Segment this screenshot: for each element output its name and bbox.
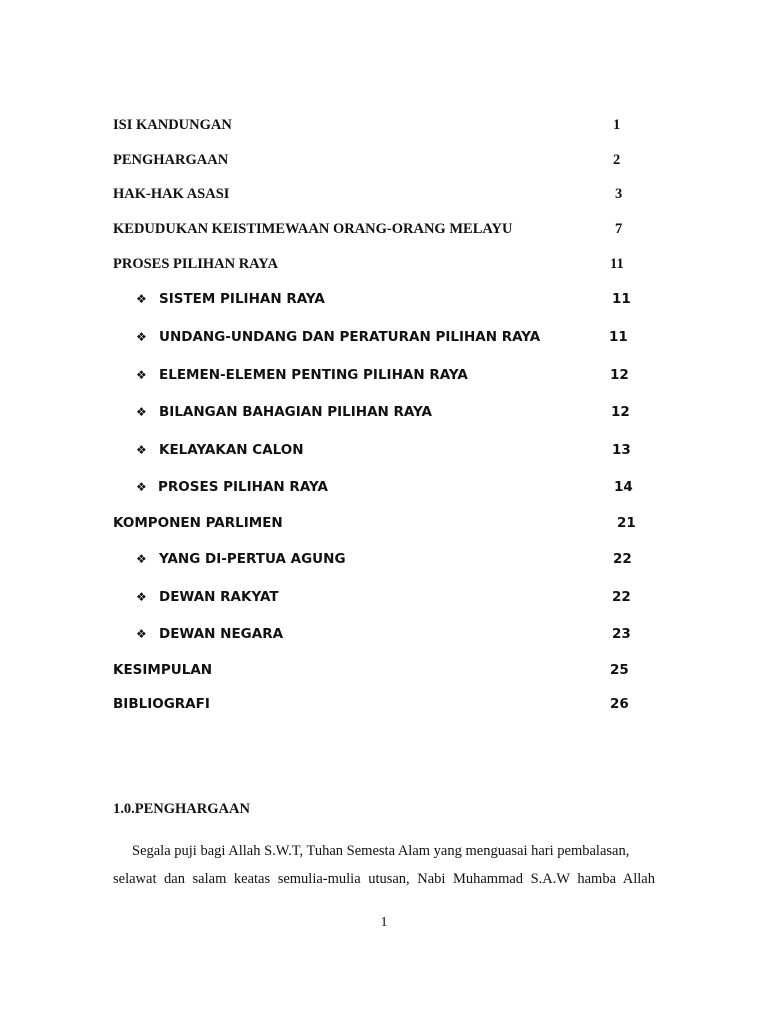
toc-entry-page: 1 — [613, 117, 621, 133]
paragraph-line: Segala puji bagi Allah S.W.T, Tuhan Semesta Alam yang menguasai hari pembalasan, — [132, 843, 630, 859]
toc-entry-title: HAK-HAK ASASI — [113, 186, 230, 202]
toc-entry-proses-pilihan-raya — [0, 253, 768, 275]
toc-entry-page: 7 — [615, 221, 623, 237]
toc-subentry-kelayakan-calon — [0, 439, 768, 461]
toc-subentry-undang-undang — [0, 326, 768, 348]
toc-entry-page: 13 — [612, 442, 631, 458]
toc-entry-page: 11 — [610, 256, 624, 272]
diamond-bullet-icon: ❖ — [136, 627, 147, 641]
toc-entry-title: ISI KANDUNGAN — [113, 117, 232, 133]
toc-subentry-elemen-elemen — [0, 364, 768, 386]
paragraph-line: selawat dan salam keatas semulia-mulia utusan, Nabi Muhammad S.A.W hamba Allah — [113, 871, 655, 887]
toc-entry-title: DEWAN NEGARA — [159, 626, 284, 642]
page-number: 1 — [380, 915, 388, 930]
toc-entry-penghargaan — [0, 149, 768, 171]
toc-entry-page: 3 — [615, 186, 623, 202]
toc-entry-page: 12 — [611, 404, 630, 420]
toc-entry-isi-kandungan — [0, 114, 768, 136]
toc-subentry-yang-di-pertua-agung — [0, 548, 768, 570]
toc-entry-page: 23 — [612, 626, 631, 642]
toc-entry-kesimpulan — [0, 659, 768, 681]
toc-entry-title: PROSES PILIHAN RAYA — [158, 479, 328, 495]
toc-entry-page: 11 — [612, 291, 631, 307]
toc-subentry-dewan-rakyat — [0, 586, 768, 608]
diamond-bullet-icon: ❖ — [136, 330, 147, 344]
toc-entry-title: UNDANG-UNDANG DAN PERATURAN PILIHAN RAYA — [159, 329, 541, 345]
toc-entry-page: 21 — [617, 515, 636, 531]
toc-entry-title: BIBLIOGRAFI — [113, 696, 210, 712]
toc-entry-title: KOMPONEN PARLIMEN — [113, 515, 283, 531]
diamond-bullet-icon: ❖ — [136, 590, 147, 604]
diamond-bullet-icon: ❖ — [136, 405, 147, 419]
toc-entry-page: 25 — [610, 662, 629, 678]
toc-entry-title: ELEMEN-ELEMEN PENTING PILIHAN RAYA — [159, 367, 468, 383]
toc-entry-page: 14 — [614, 479, 633, 495]
toc-subentry-proses-pilihan-raya — [0, 476, 768, 498]
toc-entry-page: 12 — [610, 367, 629, 383]
toc-entry-page: 22 — [613, 551, 632, 567]
toc-entry-title: BILANGAN BAHAGIAN PILIHAN RAYA — [159, 404, 432, 420]
toc-subentry-sistem-pilihan-raya — [0, 288, 768, 310]
toc-entry-title: DEWAN RAKYAT — [159, 589, 279, 605]
diamond-bullet-icon: ❖ — [136, 292, 147, 306]
toc-entry-title: YANG DI-PERTUA AGUNG — [159, 551, 346, 567]
toc-entry-bibliografi — [0, 693, 768, 715]
toc-entry-title: KESIMPULAN — [113, 662, 213, 678]
toc-entry-title: PENGHARGAAN — [113, 152, 229, 168]
diamond-bullet-icon: ❖ — [136, 480, 147, 494]
toc-entry-title: KELAYAKAN CALON — [159, 442, 304, 458]
toc-entry-komponen-parlimen — [0, 512, 768, 534]
toc-entry-page: 26 — [610, 696, 629, 712]
toc-entry-title: KEDUDUKAN KEISTIMEWAAN ORANG-ORANG MELAYU — [113, 221, 513, 237]
toc-entry-kedudukan-keistimewaan — [0, 218, 768, 240]
toc-subentry-bilangan-bahagian — [0, 401, 768, 423]
toc-entry-hak-hak-asasi — [0, 183, 768, 205]
toc-entry-title: PROSES PILIHAN RAYA — [113, 256, 278, 272]
toc-entry-page: 11 — [609, 329, 628, 345]
toc-entry-page: 22 — [612, 589, 631, 605]
toc-subentry-dewan-negara — [0, 623, 768, 645]
toc-entry-title: SISTEM PILIHAN RAYA — [159, 291, 325, 307]
diamond-bullet-icon: ❖ — [136, 443, 147, 457]
section-heading: 1.0.PENGHARGAAN — [113, 801, 250, 817]
toc-entry-page: 2 — [613, 152, 621, 168]
diamond-bullet-icon: ❖ — [136, 552, 147, 566]
diamond-bullet-icon: ❖ — [136, 368, 147, 382]
